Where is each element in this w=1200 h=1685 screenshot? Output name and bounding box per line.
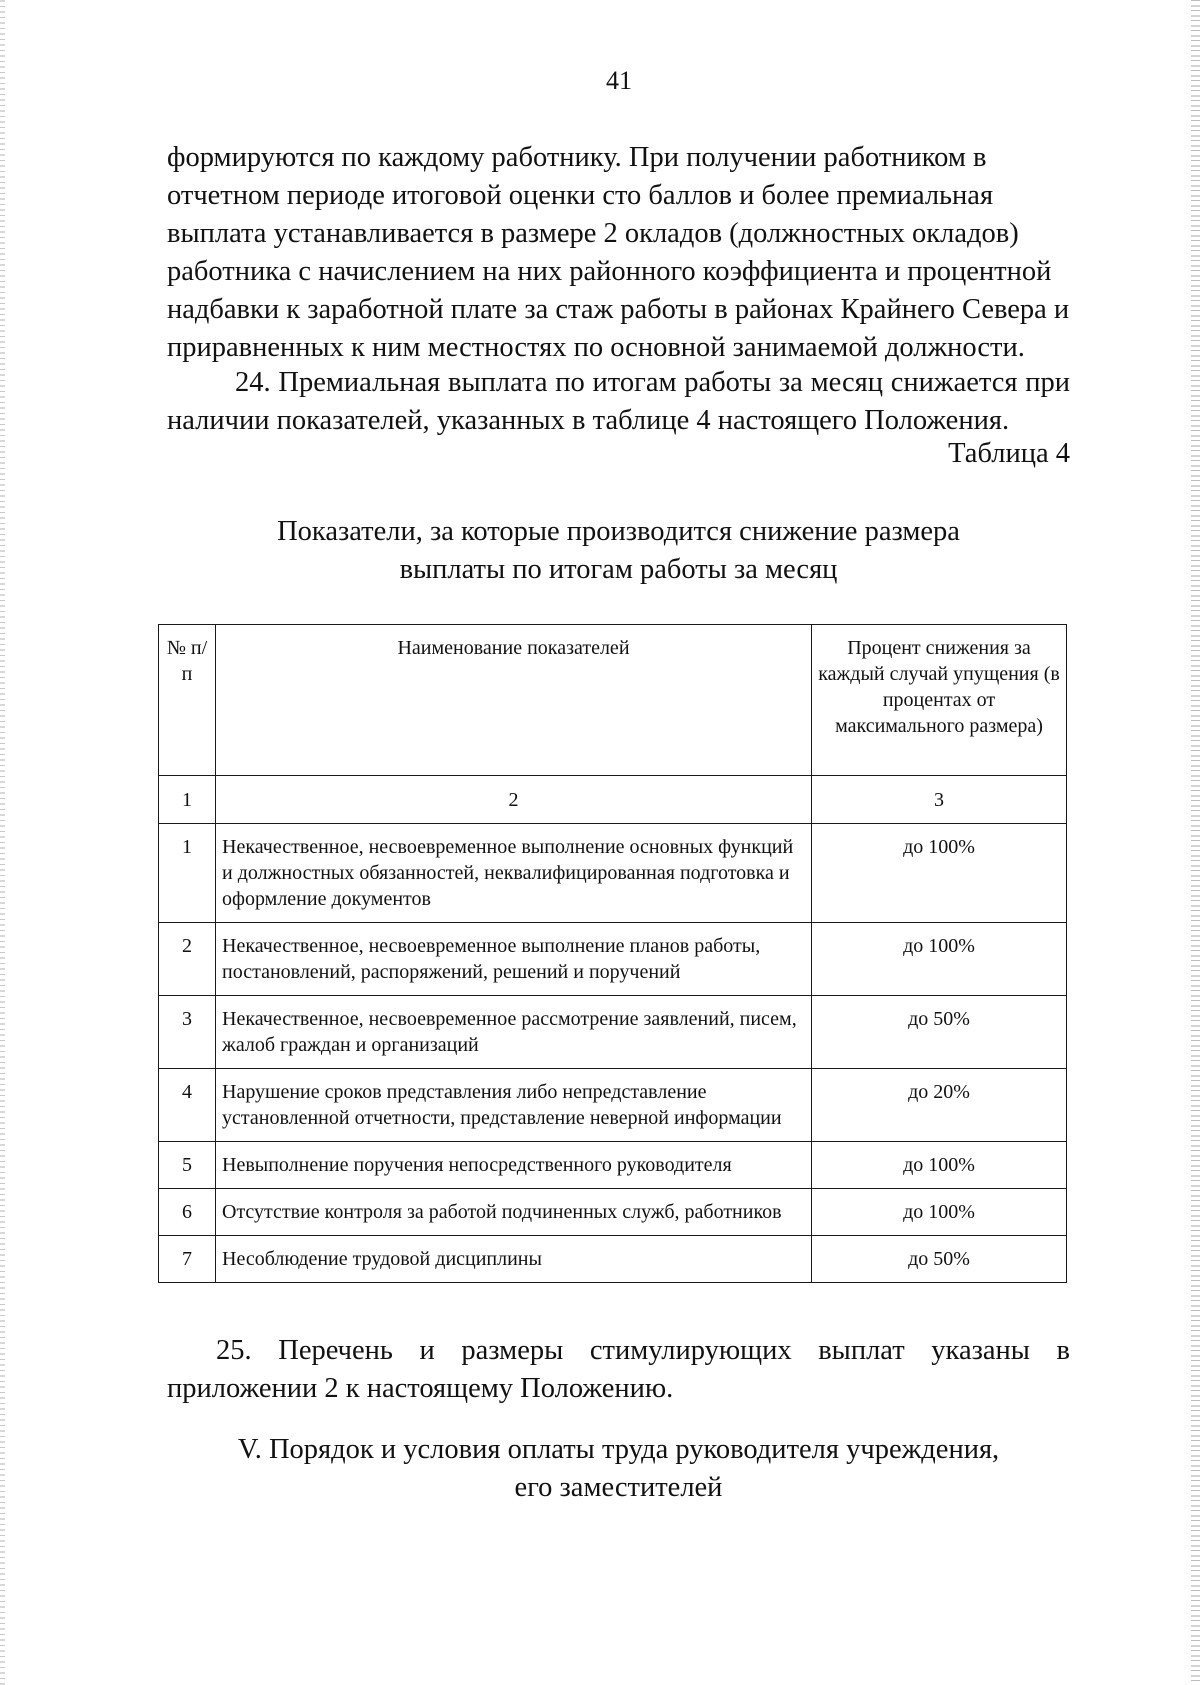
row-name: Некачественное, несвоевременное рассмотрение заявлений, писем, жалоб граждан и организаций (216, 996, 812, 1069)
scan-edge-left (0, 0, 5, 1685)
row-num: 1 (159, 824, 216, 923)
row-num: 7 (159, 1236, 216, 1283)
paragraph-25-line-2: приложении 2 к настоящему Положению. (167, 1373, 674, 1404)
row-num: 4 (159, 1069, 216, 1142)
section-v-title (167, 1431, 1070, 1507)
table-row (159, 1069, 1067, 1142)
paragraph-24: 24. Премиальная выплата по итогам работы за месяц снижается при наличии показателей, указанных в таблице 4 настоящего Положения. (167, 367, 1070, 436)
row-name: Несоблюдение трудовой дисциплины (216, 1236, 812, 1283)
header-percent: Процент снижения за каждый случай упущения (в процентах от максимального размера) (812, 625, 1067, 776)
table-title-line-1: Показатели, за которые производится снижение размера (277, 516, 960, 547)
row-num: 2 (159, 923, 216, 996)
indicators-table (158, 624, 1067, 1283)
column-number: 2 (216, 776, 812, 824)
paragraph-1-line: работника с начислением на них районного коэффициента и процентной (167, 256, 1052, 287)
table-row (159, 1236, 1067, 1283)
table-header-row (159, 625, 1067, 776)
table-title (167, 513, 1070, 589)
row-percent: до 50% (812, 996, 1067, 1069)
page-number: 41 (606, 66, 632, 95)
section-v-title-line-2: его заместителей (514, 1472, 723, 1503)
row-name: Невыполнение поручения непосредственного руководителя (216, 1142, 812, 1189)
row-percent: до 20% (812, 1069, 1067, 1142)
row-name: Отсутствие контроля за работой подчиненных служб, работников (216, 1189, 812, 1236)
row-num: 3 (159, 996, 216, 1069)
row-name: Некачественное, несвоевременное выполнение планов работы, постановлений, распоряжений, решений и поручений (216, 923, 812, 996)
paragraph-25-line-1: 25. Перечень и размеры стимулирующих выплат указаны в (216, 1335, 1070, 1366)
table-row (159, 1142, 1067, 1189)
row-num: 5 (159, 1142, 216, 1189)
table-row (159, 996, 1067, 1069)
scan-edge-right (1191, 0, 1200, 1685)
column-number: 1 (159, 776, 216, 824)
column-number: 3 (812, 776, 1067, 824)
paragraph-1-line: выплата устанавливается в размере 2 окладов (должностных окладов) (167, 218, 1019, 249)
paragraph-1-line: надбавки к заработной плате за стаж работы в районах Крайнего Севера и (167, 294, 1070, 325)
paragraph-1-line: приравненных к ним местностях по основной занимаемой должности. (167, 332, 1025, 363)
table-row (159, 1189, 1067, 1236)
paragraph-25 (167, 1332, 1070, 1408)
row-percent: до 100% (812, 824, 1067, 923)
paragraph-1 (167, 139, 1070, 367)
row-percent: до 50% (812, 1236, 1067, 1283)
row-name: Некачественное, несвоевременное выполнение основных функций и должностных обязанностей, неквалифицированная подготовка и оформление документов (216, 824, 812, 923)
row-num: 6 (159, 1189, 216, 1236)
paragraph-1-line: отчетном периоде итоговой оценки сто баллов и более премиальная (167, 180, 994, 211)
table-label: Таблица 4 (948, 438, 1070, 469)
column-number-row (159, 776, 1067, 824)
header-name: Наименование показателей (216, 625, 812, 776)
table-row (159, 923, 1067, 996)
table-title-line-2: выплаты по итогам работы за месяц (399, 554, 838, 585)
section-v-title-line-1: V. Порядок и условия оплаты труда руководителя учреждения, (237, 1434, 1000, 1465)
row-percent: до 100% (812, 923, 1067, 996)
header-num: № п/п (159, 625, 216, 776)
row-percent: до 100% (812, 1189, 1067, 1236)
row-percent: до 100% (812, 1142, 1067, 1189)
row-name: Нарушение сроков представления либо непредставление установленной отчетности, представление неверной информации (216, 1069, 812, 1142)
paragraph-1-line: формируются по каждому работнику. При получении работником в (167, 142, 987, 173)
table-row (159, 824, 1067, 923)
